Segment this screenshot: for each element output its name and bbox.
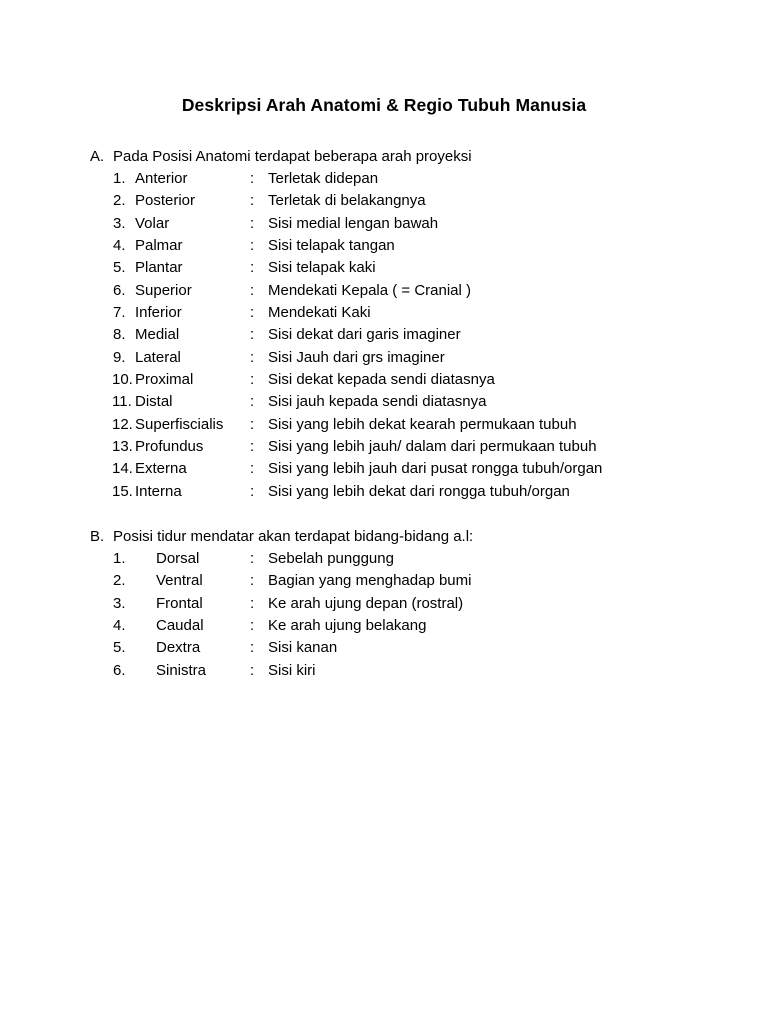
item-term: Interna <box>135 482 182 500</box>
item-colon: : <box>250 550 255 567</box>
item-colon: : <box>250 304 255 322</box>
item-number: 7. <box>113 304 126 322</box>
item-number: 11. <box>112 393 132 411</box>
item-colon: : <box>250 192 255 210</box>
item-colon: : <box>250 460 255 478</box>
item-colon: : <box>250 572 255 590</box>
list-item <box>90 660 690 682</box>
list-item <box>90 347 690 369</box>
list-item <box>90 414 690 436</box>
page-title: Deskripsi Arah Anatomi & Regio Tubuh Manusia <box>181 95 587 115</box>
list-item <box>90 190 690 212</box>
list-item <box>90 257 690 279</box>
item-description: Sisi jauh kepada sendi diatasnya <box>268 393 487 411</box>
item-description: Ke arah ujung depan (rostral) <box>268 594 464 612</box>
item-number: 1. <box>113 170 126 187</box>
item-colon: : <box>250 594 255 612</box>
item-term: Medial <box>135 326 180 344</box>
item-number: 13. <box>112 438 133 456</box>
item-description: Sisi telapak tangan <box>268 237 395 255</box>
list-item <box>90 369 690 391</box>
item-description: Sisi yang lebih dekat dari rongga tubuh/organ <box>268 482 570 500</box>
item-number: 6. <box>113 281 126 299</box>
item-description: Sebelah punggung <box>268 550 394 567</box>
item-number: 2. <box>113 192 126 210</box>
list-item <box>90 324 690 346</box>
item-term: Inferior <box>135 304 182 322</box>
list-item <box>90 391 690 413</box>
item-colon: : <box>250 170 255 187</box>
item-term: Superior <box>135 281 192 299</box>
section-a-heading-text: Pada Posisi Anatomi terdapat beberapa arah proyeksi <box>113 148 472 165</box>
item-colon: : <box>250 259 255 277</box>
item-description: Terletak di belakangnya <box>268 192 426 210</box>
item-term: Caudal <box>156 617 204 635</box>
item-colon: : <box>250 617 255 635</box>
section-b-list <box>90 548 690 682</box>
section-b-heading-text: Posisi tidur mendatar akan terdapat bidang-bidang a.l: <box>113 528 474 545</box>
item-description: Sisi medial lengan bawah <box>268 214 439 232</box>
item-term: Dextra <box>156 639 201 657</box>
item-number: 5. <box>113 259 126 277</box>
item-number: 2. <box>113 572 126 590</box>
item-colon: : <box>250 415 255 433</box>
list-item <box>90 481 690 503</box>
item-number: 1. <box>113 550 126 567</box>
list-item <box>90 235 690 257</box>
item-colon: : <box>250 438 255 456</box>
item-term: Profundus <box>135 438 204 456</box>
item-description: Ke arah ujung belakang <box>268 617 427 635</box>
item-colon: : <box>250 482 255 500</box>
item-term: Superfiscialis <box>135 415 224 433</box>
item-term: Externa <box>135 460 187 478</box>
item-number: 3. <box>113 594 126 612</box>
item-description: Sisi telapak kaki <box>268 259 376 277</box>
item-term: Frontal <box>156 594 203 612</box>
item-number: 4. <box>113 237 126 255</box>
list-item <box>90 280 690 302</box>
item-description: Sisi yang lebih jauh/ dalam dari permukaan tubuh <box>268 438 597 456</box>
list-item <box>90 436 690 458</box>
item-term: Posterior <box>135 192 196 210</box>
item-number: 6. <box>113 661 126 679</box>
item-number: 9. <box>113 348 126 366</box>
item-colon: : <box>250 639 255 657</box>
item-colon: : <box>250 214 255 232</box>
item-colon: : <box>250 661 255 679</box>
item-description: Terletak didepan <box>268 170 379 187</box>
item-description: Mendekati Kaki <box>268 304 371 322</box>
section-a-heading <box>90 146 472 168</box>
item-number: 14. <box>112 460 133 478</box>
item-colon: : <box>250 348 255 366</box>
item-description: Mendekati Kepala ( = Cranial ) <box>268 281 472 299</box>
item-term: Distal <box>135 393 173 411</box>
list-item <box>90 213 690 235</box>
item-description: Sisi dekat kepada sendi diatasnya <box>268 371 495 389</box>
item-description: Sisi kiri <box>268 661 316 679</box>
item-term: Ventral <box>156 572 203 590</box>
item-term: Plantar <box>135 259 183 277</box>
list-item <box>90 458 690 480</box>
item-term: Sinistra <box>156 661 207 679</box>
list-item <box>90 302 690 324</box>
section-a-list <box>90 168 690 503</box>
item-description: Sisi Jauh dari grs imaginer <box>268 348 445 366</box>
item-colon: : <box>250 393 255 411</box>
item-number: 3. <box>113 214 126 232</box>
item-colon: : <box>250 326 255 344</box>
item-colon: : <box>250 371 255 389</box>
list-item <box>90 637 690 659</box>
list-item <box>90 168 690 190</box>
item-term: Anterior <box>135 170 188 187</box>
section-b-heading <box>90 526 473 548</box>
item-number: 15. <box>112 482 133 500</box>
list-item <box>90 570 690 592</box>
item-description: Sisi dekat dari garis imaginer <box>268 326 461 344</box>
list-item <box>90 615 690 637</box>
item-colon: : <box>250 237 255 255</box>
section-a-letter: A. <box>90 148 105 165</box>
item-number: 10. <box>112 371 133 389</box>
item-term: Proximal <box>135 371 194 389</box>
item-colon: : <box>250 281 255 299</box>
item-number: 4. <box>113 617 126 635</box>
list-item <box>90 548 690 570</box>
item-number: 8. <box>113 326 126 344</box>
item-term: Palmar <box>135 237 183 255</box>
item-description: Sisi yang lebih dekat kearah permukaan tubuh <box>268 415 577 433</box>
item-number: 5. <box>113 639 126 657</box>
item-description: Sisi yang lebih jauh dari pusat rongga tubuh/organ <box>268 460 603 478</box>
section-b-letter: B. <box>90 528 105 545</box>
item-number: 12. <box>112 415 133 433</box>
list-item <box>90 593 690 615</box>
item-term: Dorsal <box>156 550 200 567</box>
item-description: Sisi kanan <box>268 639 338 657</box>
item-term: Volar <box>135 214 170 232</box>
item-description: Bagian yang menghadap bumi <box>268 572 472 590</box>
item-term: Lateral <box>135 348 181 366</box>
